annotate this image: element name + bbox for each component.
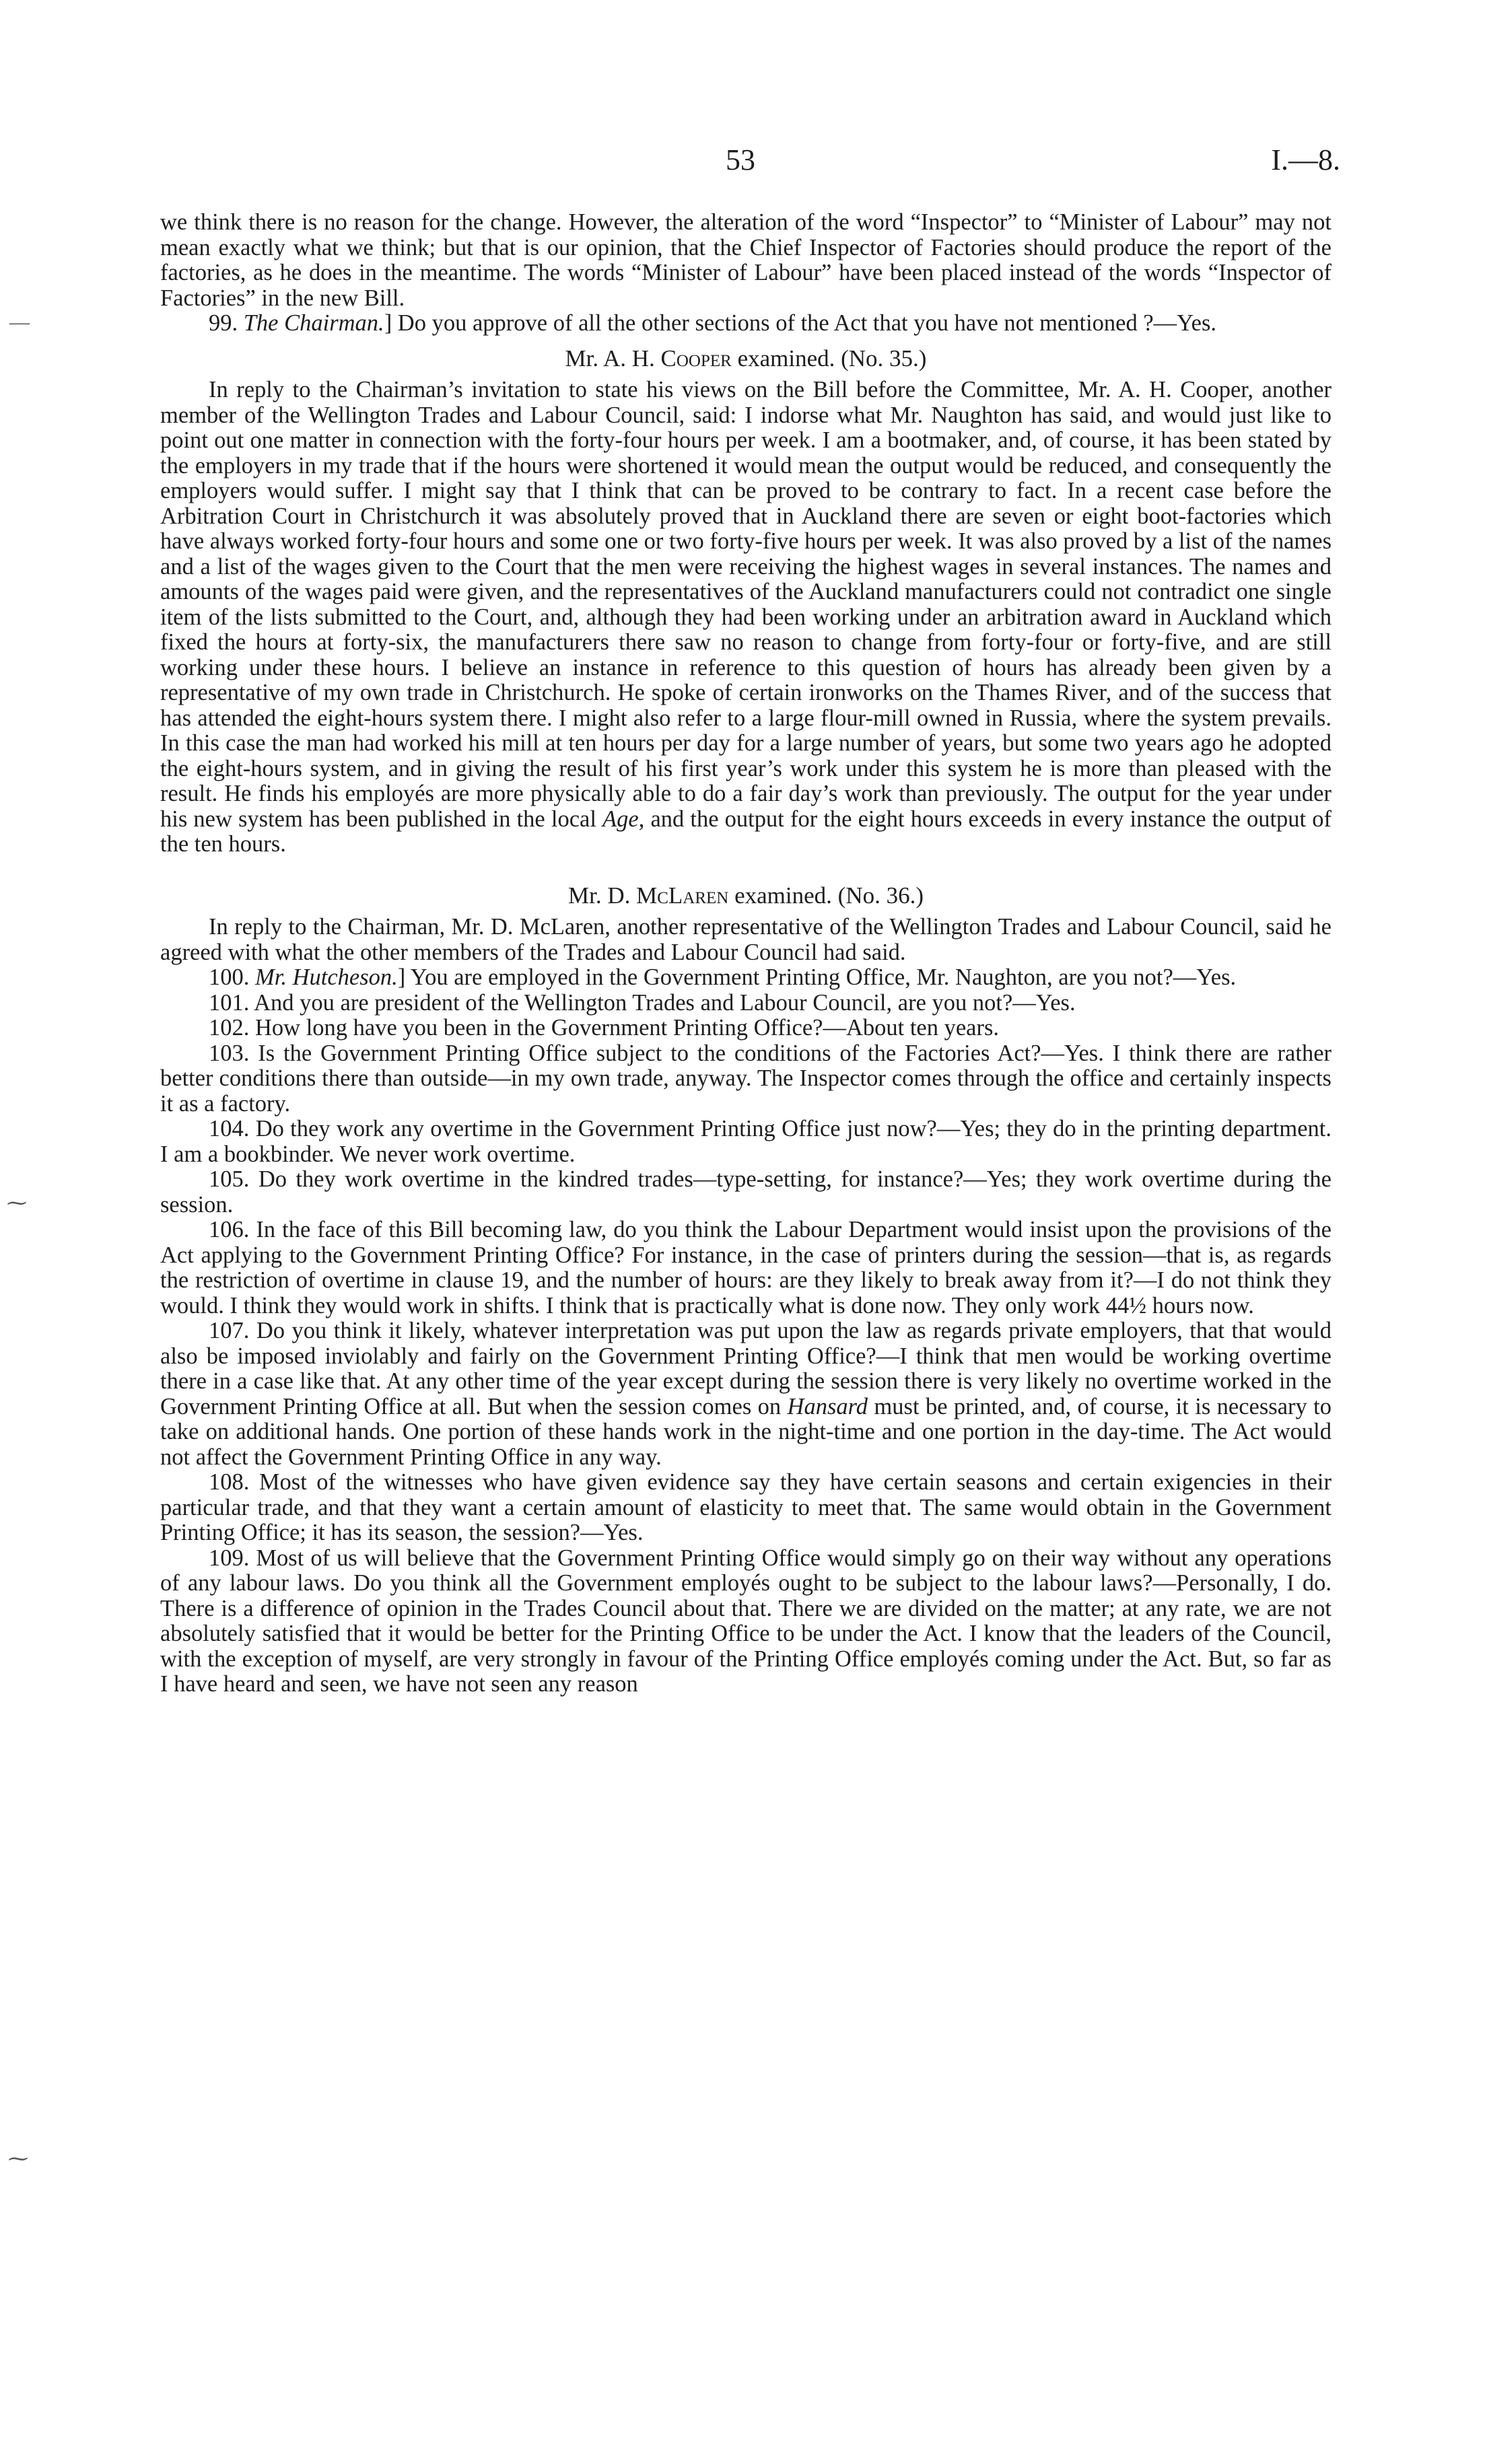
page-number: 53 — [726, 143, 755, 176]
newspaper-title: Age — [602, 806, 639, 832]
question-number: 100. — [209, 964, 250, 990]
question-101: 101. And you are president of the Wellington Trades and Labour Council, are you not?—Yes. — [209, 989, 1076, 1016]
question-103: 103. Is the Government Printing Office subject to the conditions of the Factories Act?—Yes. I think there are rather better conditions there than outside—in my own trade, anyway. The Inspector comes through the office and certainly inspects it as a factory. — [160, 1040, 1332, 1117]
witness-heading-cooper: Mr. A. H. Cooper examined. (No. 35.) — [565, 345, 927, 372]
question-102: 102. How long have you been in the Government Printing Office?—About ten years. — [209, 1015, 1000, 1041]
margin-mark: ⁓ — [7, 1192, 27, 1214]
questioner: Mr. Hutcheson. — [255, 964, 398, 990]
cooper-statement: In reply to the Chairman’s invitation to state his views on the Bill before the Committee, Mr. A. H. Cooper, another member of the Wellington Trades and Labour Council, said: I indorse what Mr. Naughton has said, and would just like to point out one matter in connection with the forty-four hours per week. I am a bootmaker, and, of course, it has been stated by the employers in my trade that if the hours were shortened it would mean the output would be reduced, and consequently the employers would suffer. I might say that I think that can be proved to be contrary to fact. In a recent case before the Arbitration Court in Christchurch it was absolutely proved that in Auckland there are seven or eight boot-factories which have always worked forty-four hours and some one or two forty-five hours per week. It was also proved by a list of the names and a list of the wages given to the Court that the men were receiving the highest wages in several instances. The names and amounts of the wages paid were given, and the representatives of the Auckland manufacturers could not contradict one single item of the lists submitted to the Court, and, although they had been working under an arbitration award in Auckland which fixed the hours at forty-six, the manufacturers there saw no reason to change from forty-four or forty-five, and are still working under these hours. I believe an instance in reference to this question of hours has already been given by a representative of my own trade in Christchurch. He spoke of certain ironworks on the Thames River, and of the success that has attended the eight-hours system there. I might also refer to a large flour-mill owned in Russia, where the system prevails. In this case the man had worked his mill at ten hours per day for a large number of years, but some two years ago he adopted the eight-hours system, and in giving the result of his first year’s work under this system he is more than pleased with the result. He finds his employés are more physically able to do a fair day’s work than previously. The output for the year under his new system has been published in the local Age, and the output for the eight hours exceeds in every instance the output of the ten hours. — [160, 377, 1332, 857]
page-header — [0, 143, 1487, 183]
question-99 — [160, 311, 1332, 337]
mclaren-statement: In reply to the Chairman, Mr. D. McLaren, another representative of the Wellington Trades and Labour Council, said he agreed with what the other members of the Trades and Labour Council had said. — [160, 914, 1332, 965]
margin-mark: ⁓ — [8, 2148, 28, 2170]
question-107: 107. Do you think it likely, whatever interpretation was put upon the law as regards private employers, that that would also be imposed inviolably and fairly on the Government Printing Office?—I think that men would be working overtime there in a case like that. At any other time of the year except during the session there is very likely no overtime worked in the Government Printing Office at all. But when the session comes on Hansard must be printed, and, of course, it is necessary to take on additional hands. One portion of these hands work in the night-time and one portion in the day-time. The Act would not affect the Government Printing Office in any way. — [160, 1318, 1332, 1470]
question-108: 108. Most of the witnesses who have given evidence say they have certain seasons and certain exigencies in their particular trade, and that they want a certain amount of elasticity to meet that. The same would obtain in the Government Printing Office; it has its season, the session?—Yes. — [160, 1469, 1332, 1545]
question-number: 99. — [209, 310, 238, 336]
publication-title: Hansard — [787, 1393, 868, 1419]
continued-paragraph: we think there is no reason for the change. However, the alteration of the word “Inspector” to “Minister of Labour” may not mean exactly what we think; but that is our opinion, that the Chief Inspector of Factories should produce the report of the factories, as he does in the meantime. The words “Minister of Labour” have been placed instead of the words “Inspector of Factories” in the new Bill. — [160, 209, 1332, 311]
question-100 — [160, 965, 1332, 991]
margin-mark: — — [9, 311, 30, 333]
witness-name: McLaren — [636, 882, 729, 909]
document-body — [160, 210, 1332, 1697]
question-104: 104. Do they work any overtime in the Government Printing Office just now?—Yes; they do in the printing department. I am a bookbinder. We never work overtime. — [160, 1116, 1332, 1167]
questioner: The Chairman. — [243, 310, 384, 336]
question-text: ] You are employed in the Government Printing Office, Mr. Naughton, are you not?—Yes. — [397, 964, 1237, 990]
question-105: 105. Do they work overtime in the kindred trades—type-setting, for instance?—Yes; they work overtime during the session. — [160, 1166, 1332, 1218]
witness-name: Cooper — [660, 345, 732, 372]
question-109: 109. Most of us will believe that the Government Printing Office would simply go on their way without any operations of any labour laws. Do you think all the Government employés ought to be subject to the labour laws?—Personally, I do. There is a difference of opinion in the Trades Council about that. There we are divided on the matter; at any rate, we are not absolutely satisfied that it would be better for the Printing Office to be under the Act. I know that the leaders of the Council, with the exception of myself, are very strongly in favour of the Printing Office employés coming under the Act. But, so far as I have heard and seen, we have not seen any reason — [160, 1545, 1332, 1697]
question-text: ] Do you approve of all the other sections of the Act that you have not mentioned ?—Yes. — [384, 310, 1216, 336]
paper-reference: I.—8. — [1271, 143, 1340, 176]
witness-heading-mclaren: Mr. D. McLaren examined. (No. 36.) — [568, 882, 924, 909]
question-106: 106. In the face of this Bill becoming law, do you think the Labour Department would insist upon the provisions of the Act applying to the Government Printing Office? For instance, in the case of printers during the session—that is, as regards the restriction of overtime in clause 19, and the number of hours: are they likely to break away from it?—I do not think they would. I think they would work in shifts. I think that is practically what is done now. They only work 44½ hours now. — [160, 1217, 1332, 1318]
